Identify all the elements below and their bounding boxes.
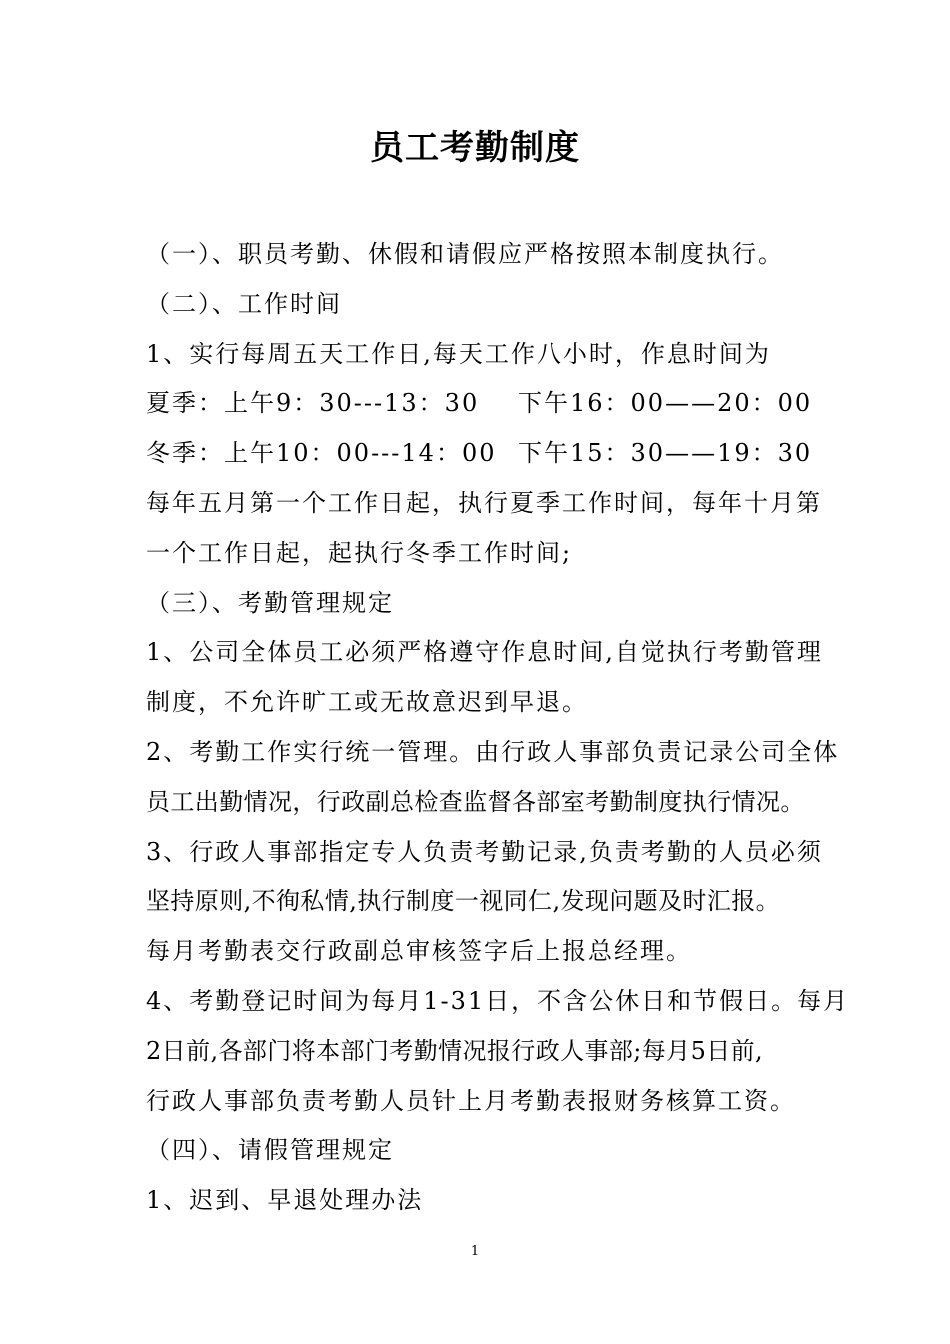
winter-schedule bbox=[146, 429, 836, 479]
paragraph-line: 1、迟到、早退处理办法 bbox=[146, 1186, 424, 1215]
summer-schedule bbox=[146, 379, 836, 429]
paragraph-line: 4、考勤登记时间为每月1-31日，不含公休日和节假日。每月 bbox=[146, 986, 850, 1015]
paragraph-line: 2、考勤工作实行统一管理。由行政人事部负责记录公司全体 bbox=[146, 737, 840, 766]
paragraph-line: 员工出勤情况，行政副总检查监督各部室考勤制度执行情况。 bbox=[146, 787, 805, 816]
paragraph-line: 2日前,各部门将本部门考勤情况报行政人事部;每月5日前, bbox=[146, 1036, 764, 1065]
paragraph-line: 1、实行每周五天工作日,每天工作八小时，作息时间为 bbox=[146, 339, 771, 368]
summer-pm-hours: 下午16：00——20：00 bbox=[518, 389, 813, 418]
paragraph-line: （一）、职员考勤、休假和请假应严格按照本制度执行。 bbox=[146, 240, 784, 268]
paragraph-line: 每月考勤表交行政副总审核签字后上报总经理。 bbox=[146, 937, 692, 966]
paragraph-line: 1、公司全体员工必须严格遵守作息时间,自觉执行考勤管理 bbox=[146, 638, 823, 667]
paragraph-line: 坚持原则,不徇私情,执行制度一视同仁,发现问题及时汇报。 bbox=[146, 887, 781, 916]
paragraph-line: 每年五月第一个工作日起，执行夏季工作时间，每年十月第 bbox=[146, 488, 822, 517]
document-body bbox=[146, 230, 850, 1226]
winter-pm-hours: 下午15：30——19：30 bbox=[518, 439, 813, 468]
summer-am-hours: 夏季：上午9：30---13：30 bbox=[146, 389, 480, 418]
paragraph-line: 制度，不允许旷工或无故意迟到早退。 bbox=[146, 688, 588, 717]
winter-am-hours: 冬季：上午10：00---14：00 bbox=[146, 439, 497, 468]
page-number: 1 bbox=[470, 1244, 480, 1259]
document-title: 员工考勤制度 bbox=[370, 128, 580, 168]
section-heading: （三）、考勤管理规定 bbox=[146, 588, 394, 617]
paragraph-line: 3、行政人事部指定专人负责考勤记录,负责考勤的人员必须 bbox=[146, 837, 823, 866]
section-heading: （四）、请假管理规定 bbox=[146, 1136, 394, 1165]
section-heading: （二）、工作时间 bbox=[146, 289, 342, 318]
paragraph-line: 行政人事部负责考勤人员针上月考勤表报财务核算工资。 bbox=[146, 1086, 796, 1115]
paragraph-line: 一个工作日起，起执行冬季工作时间; bbox=[146, 538, 573, 567]
